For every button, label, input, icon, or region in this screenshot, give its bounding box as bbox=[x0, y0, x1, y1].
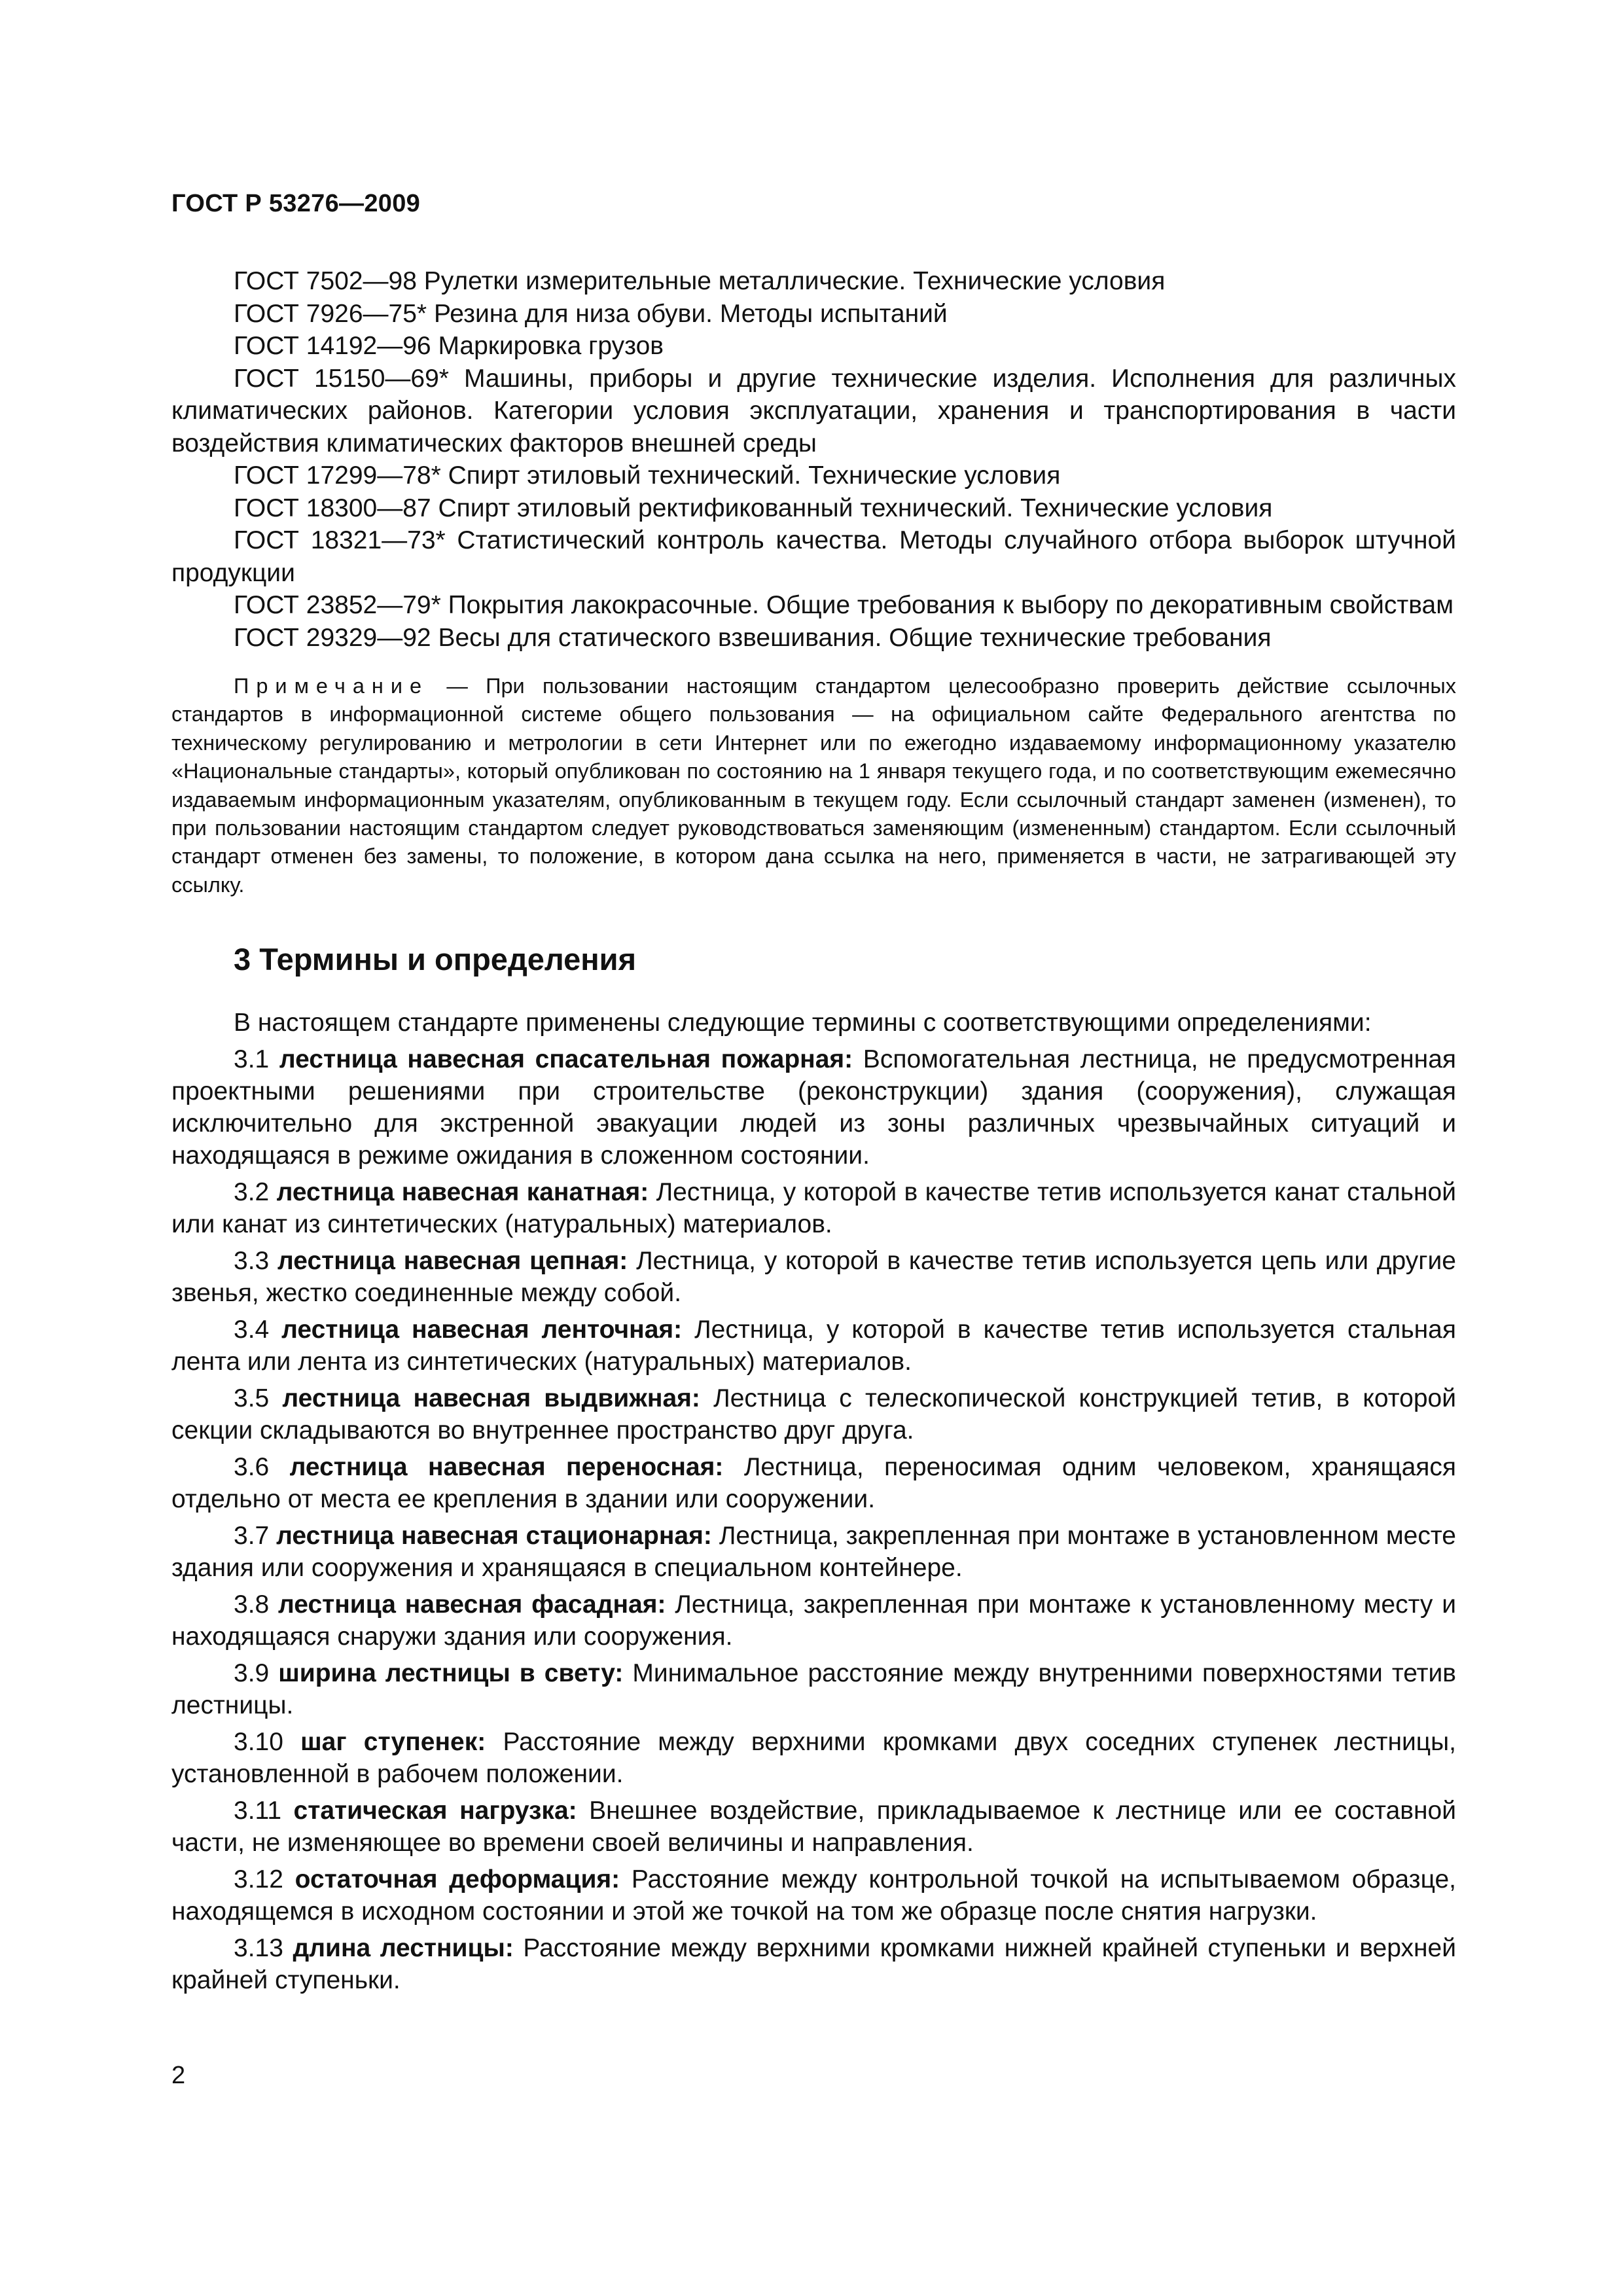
reference-item: ГОСТ 7926—75* Резина для низа обуви. Методы испытаний bbox=[234, 299, 948, 328]
term-text: Минимальное расстояние между внутренними поверхностями тетив лестницы. bbox=[171, 1659, 1456, 1720]
term-number: 3.6 bbox=[234, 1453, 290, 1482]
term-name: шаг ступенек: bbox=[300, 1728, 486, 1757]
reference-item: ГОСТ 14192—96 Маркировка грузов bbox=[234, 332, 664, 360]
document-body bbox=[171, 265, 1456, 1996]
section-title: 3 Термины и определения bbox=[234, 942, 636, 977]
term-text: Лестница с телескопической конструкцией тетив, в которой секции складываются во внутреннее пространство друг друга. bbox=[171, 1384, 1456, 1445]
term-number: 3.11 bbox=[234, 1797, 294, 1825]
section-intro: В настоящем стандарте применены следующие термины с соответствующими определениями: bbox=[234, 1009, 1372, 1037]
term-definition bbox=[171, 1382, 1456, 1446]
term-text: Лестница, у которой в качестве тетив используется стальная лента или лента из синтетических (натуральных) материалов. bbox=[171, 1316, 1456, 1376]
term-number: 3.13 bbox=[234, 1934, 293, 1963]
term-number: 3.3 bbox=[234, 1247, 278, 1276]
page-number: 2 bbox=[171, 2062, 186, 2089]
page-header: ГОСТ Р 53276—2009 bbox=[171, 190, 421, 217]
term-definition bbox=[171, 1726, 1456, 1790]
term-definition bbox=[171, 1176, 1456, 1240]
term-text: Лестница, у которой в качестве тетив используется цепь или другие звенья, жестко соединенные между собой. bbox=[171, 1247, 1456, 1308]
term-definition bbox=[171, 1932, 1456, 1996]
term-text: Внешнее воздействие, прикладываемое к лестнице или ее составной части, не изменяющее во времени своей величины и направления. bbox=[171, 1797, 1456, 1857]
term-number: 3.5 bbox=[234, 1384, 283, 1413]
term-number: 3.10 bbox=[234, 1728, 301, 1757]
term-name: лестница навесная переносная: bbox=[289, 1453, 724, 1482]
term-text: Лестница, закрепленная при монтаже в установленном месте здания или сооружения и хранящаяся в специальном контейнере. bbox=[171, 1522, 1456, 1583]
reference-item: ГОСТ 18300—87 Спирт этиловый ректификованный технический. Технические условия bbox=[234, 493, 1273, 522]
terms-list bbox=[171, 1007, 1456, 1996]
term-definition bbox=[171, 1314, 1456, 1378]
term-name: лестница навесная канатная: bbox=[276, 1178, 649, 1207]
term-definition bbox=[171, 1657, 1456, 1721]
reference-item: ГОСТ 29329—92 Весы для статического взвешивания. Общие технические требования bbox=[234, 623, 1272, 652]
term-name: лестница навесная цепная: bbox=[277, 1247, 628, 1276]
reference-item: ГОСТ 18321—73* Статистический контроль качества. Методы случайного отбора выборок штучной продукции bbox=[171, 526, 1456, 587]
term-definition bbox=[171, 1451, 1456, 1515]
reference-item: ГОСТ 15150—69* Машины, приборы и другие технические изделия. Исполнения для различных климатических районов. Категории условия эксплуатации, хранения и транспортирования в части воздействия климатических факторов внешней среды bbox=[171, 364, 1456, 457]
term-name: лестница навесная стационарная: bbox=[276, 1522, 712, 1551]
term-text: Лестница, закрепленная при монтаже к установленному месту и находящаяся снаружи здания или сооружения. bbox=[171, 1590, 1456, 1651]
term-definition bbox=[171, 1795, 1456, 1859]
term-definition bbox=[171, 1043, 1456, 1172]
term-number: 3.4 bbox=[234, 1316, 282, 1344]
term-name: лестница навесная фасадная: bbox=[278, 1590, 666, 1619]
term-number: 3.1 bbox=[234, 1045, 279, 1074]
term-name: лестница навесная спасательная пожарная: bbox=[279, 1045, 853, 1074]
term-number: 3.8 bbox=[234, 1590, 279, 1619]
term-text: Расстояние между верхними кромками нижней крайней ступеньки и верхней крайней ступеньки. bbox=[171, 1934, 1456, 1995]
term-definition bbox=[171, 1863, 1456, 1928]
term-number: 3.2 bbox=[234, 1178, 277, 1207]
term-text: Расстояние между верхними кромками двух соседних ступенек лестницы, установленной в рабочем положении. bbox=[171, 1728, 1456, 1789]
term-text: Расстояние между контрольной точкой на испытываемом образце, находящемся в исходном состоянии и этой же точкой на том же образце после снятия нагрузки. bbox=[171, 1865, 1456, 1926]
term-text: Лестница, переносимая одним человеком, хранящаяся отдельно от места ее крепления в здании или сооружении. bbox=[171, 1453, 1456, 1514]
term-name: остаточная деформация: bbox=[294, 1865, 620, 1894]
term-name: ширина лестницы в свету: bbox=[278, 1659, 624, 1688]
term-definition bbox=[171, 1520, 1456, 1584]
term-text: Вспомогательная лестница, не предусмотренная проектными решениями при строительстве (реконструкции) здания (сооружения), служащая исключительно для экстренной эвакуации людей из зоны различных чрезвычайных ситуаций и находящаяся в режиме ожидания в сложенном состоянии. bbox=[171, 1045, 1456, 1170]
note-text: — При пользовании настоящим стандартом целесообразно проверить действие ссылочных стандартов в информационной системе общего пользования — на официальном сайте Федерального агентства по техническому регулированию и метрологии в сети Интернет или по ежегодно издаваемому информационному указателю «Национальные стандарты», который опубликован по состоянию на 1 января текущего года, и по соответствующим ежемесячно издаваемым информационным указателям, опубликованным в текущем году. Если ссылочный стандарт заменен (изменен), то при пользовании настоящим стандартом следует руководствоваться заменяющим (измененным) стандартом. Если ссылочный стандарт отменен без замены, то положение, в котором дана ссылка на него, применяется в части, не затрагивающей эту ссылку. bbox=[171, 674, 1456, 897]
term-definition bbox=[171, 1588, 1456, 1653]
term-definition bbox=[171, 1245, 1456, 1309]
term-number: 3.9 bbox=[234, 1659, 279, 1688]
reference-item: ГОСТ 7502—98 Рулетки измерительные металлические. Технические условия bbox=[234, 267, 1166, 295]
term-name: лестница навесная ленточная: bbox=[281, 1316, 683, 1344]
term-name: длина лестницы: bbox=[293, 1934, 514, 1963]
note-paragraph bbox=[171, 672, 1456, 899]
term-number: 3.12 bbox=[234, 1865, 295, 1894]
reference-item: ГОСТ 17299—78* Спирт этиловый технический. Технические условия bbox=[234, 461, 1061, 490]
term-name: лестница навесная выдвижная: bbox=[282, 1384, 700, 1413]
term-text: Лестница, у которой в качестве тетив используется канат стальной или канат из синтетических (натуральных) материалов. bbox=[171, 1178, 1456, 1239]
term-number: 3.7 bbox=[234, 1522, 277, 1551]
references-list bbox=[171, 265, 1456, 654]
note-label: Примечание bbox=[234, 674, 429, 698]
reference-item: ГОСТ 23852—79* Покрытия лакокрасочные. Общие требования к выбору по декоративным свойствам bbox=[234, 591, 1454, 619]
term-name: статическая нагрузка: bbox=[293, 1797, 577, 1825]
